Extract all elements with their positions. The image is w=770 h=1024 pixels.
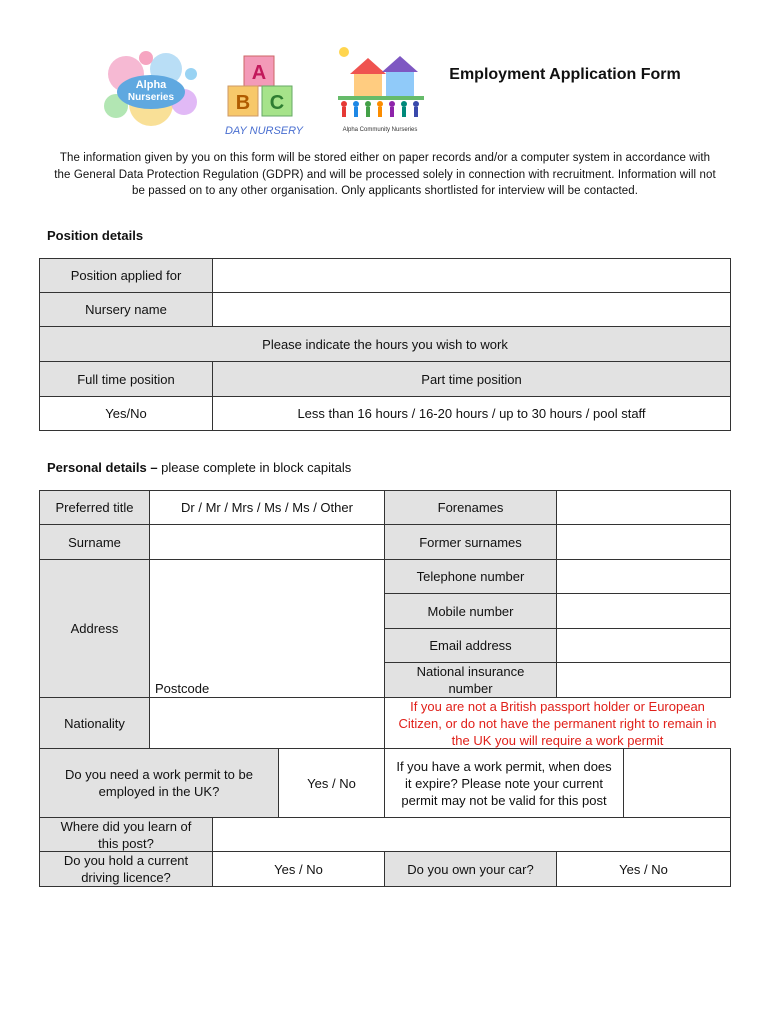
nursery-name-label: Nursery name	[39, 292, 213, 327]
alpha-community-logo	[330, 44, 430, 136]
hours-prompt: Please indicate the hours you wish to work	[39, 326, 731, 362]
postcode-label: Postcode	[155, 681, 210, 696]
abc-day-nursery-logo	[216, 50, 316, 140]
ni-number-label: National insurance number	[384, 662, 557, 698]
part-time-label: Part time position	[212, 361, 731, 397]
alpha-nurseries-logo	[96, 44, 206, 134]
learn-of-post-label: Where did you learn of this post?	[39, 817, 213, 852]
title-options[interactable]: Dr / Mr / Mrs / Ms / Ms / Other	[149, 490, 385, 525]
forenames-input[interactable]	[556, 490, 731, 525]
nursery-name-input[interactable]	[212, 292, 731, 327]
full-time-label: Full time position	[39, 361, 213, 397]
gdpr-notice: The information given by you on this form will be stored either on paper records and/or a computer system in accordance with the General Data Protection Regulation (GDPR) and will be processed solely in connection with recruitment. Information will not be passed on to any other organisation. Only applicants shortlisted for interview will be contacted.	[54, 152, 716, 197]
email-input[interactable]	[556, 628, 731, 663]
surname-label: Surname	[39, 524, 150, 560]
forenames-label: Forenames	[384, 490, 557, 525]
personal-details-heading: Personal details – please complete in block capitals	[47, 460, 352, 475]
email-label: Email address	[384, 628, 557, 663]
position-details-heading: Position details	[47, 228, 144, 243]
page-title: Employment Application Form	[449, 66, 681, 83]
permit-expiry-question: If you have a work permit, when does it expire? Please note your current permit may not be valid for this post	[384, 748, 624, 818]
former-surnames-label: Former surnames	[384, 524, 557, 560]
telephone-label: Telephone number	[384, 559, 557, 594]
telephone-input[interactable]	[556, 559, 731, 594]
svg-text:C: C	[269, 92, 285, 114]
mobile-label: Mobile number	[384, 593, 557, 629]
address-label: Address	[39, 559, 150, 698]
svg-text:Nurseries: Nurseries	[127, 92, 175, 103]
svg-text:A: A	[251, 62, 267, 84]
learn-of-post-input[interactable]	[212, 817, 731, 852]
ni-number-input[interactable]	[556, 662, 731, 698]
work-permit-question: Do you need a work permit to be employed in the UK?	[39, 748, 279, 818]
driving-licence-choice[interactable]: Yes / No	[212, 851, 385, 887]
own-car-question: Do you own your car?	[384, 851, 557, 887]
position-applied-input[interactable]	[212, 258, 731, 293]
part-time-choice[interactable]: Less than 16 hours / 16-20 hours / up to 30 hours / pool staff	[212, 396, 731, 431]
permit-expiry-input[interactable]	[623, 748, 731, 818]
svg-text:DAY NURSERY: DAY NURSERY	[224, 125, 304, 137]
work-permit-warning: If you are not a British passport holder or European Citizen, or do not have the permanent right to remain in the UK you will require a work permit	[398, 698, 717, 748]
own-car-choice[interactable]: Yes / No	[556, 851, 731, 887]
driving-licence-question: Do you hold a current driving licence?	[39, 851, 213, 887]
former-surnames-input[interactable]	[556, 524, 731, 560]
nationality-input[interactable]	[149, 697, 385, 749]
work-permit-choice[interactable]: Yes / No	[278, 748, 385, 818]
alpha-logo-text: Alpha	[135, 79, 167, 91]
address-input[interactable]	[149, 559, 385, 698]
nationality-label: Nationality	[39, 697, 150, 749]
full-time-choice[interactable]: Yes/No	[39, 396, 213, 431]
preferred-title-label: Preferred title	[39, 490, 150, 525]
mobile-input[interactable]	[556, 593, 731, 629]
svg-text:B: B	[235, 92, 251, 114]
surname-input[interactable]	[149, 524, 385, 560]
svg-text:Alpha Community Nurseries: Alpha Community Nurseries	[342, 127, 418, 133]
position-applied-label: Position applied for	[39, 258, 213, 293]
